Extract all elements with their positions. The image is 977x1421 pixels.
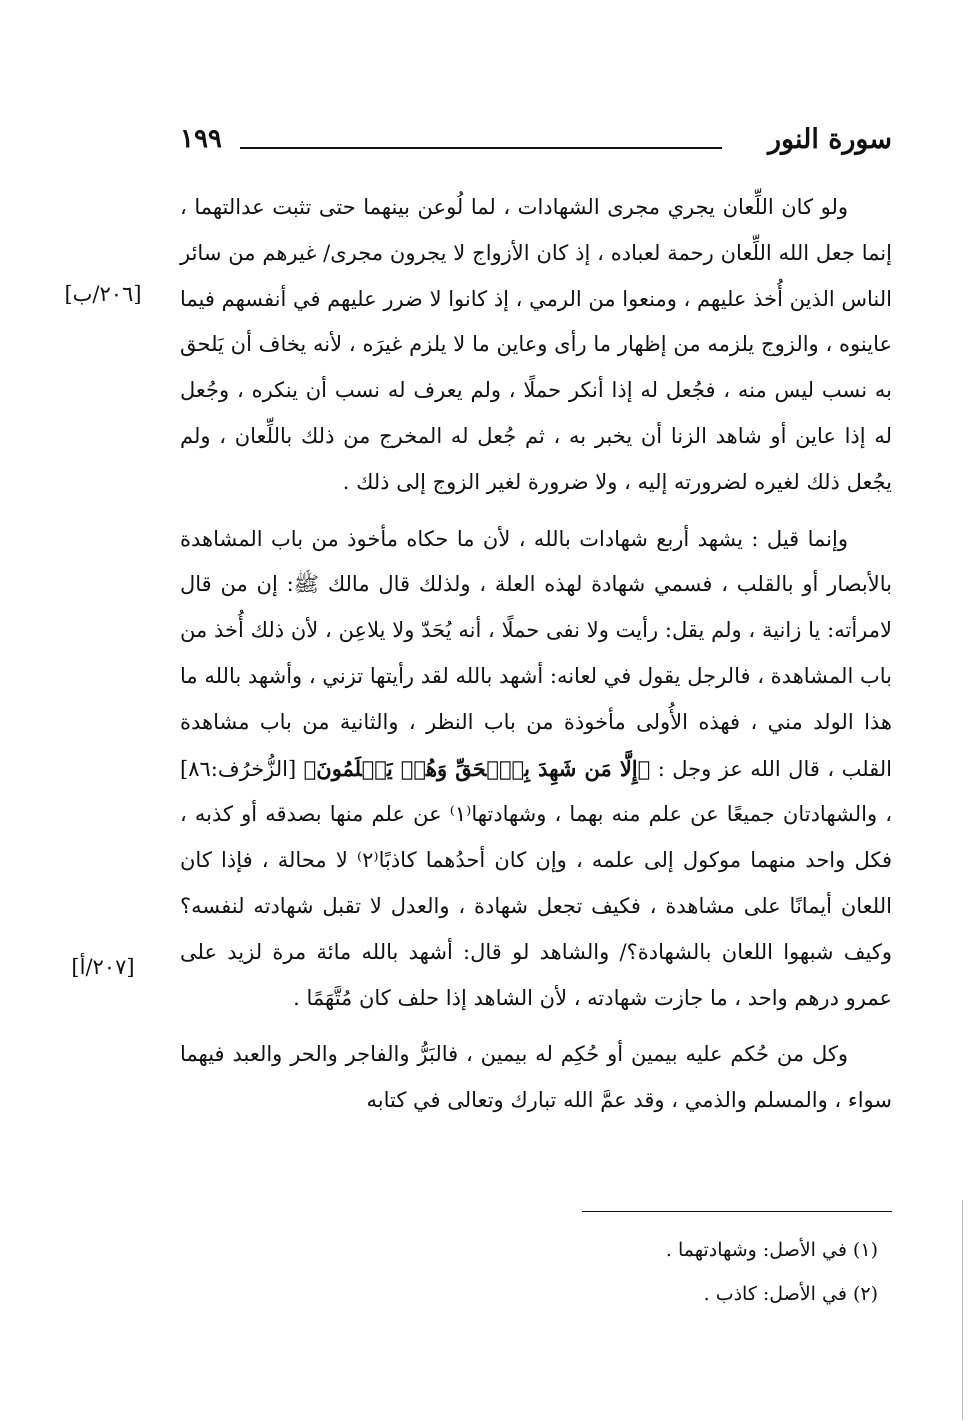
paragraph-text: [الزُّخرُف:٨٦] ، والشهادتان جميعًا عن علم منه بهما ، وشهادتها⁽١⁾ عن علم منها بصدقه أو كذبه ، فكل واحد منهما موكول إلى علمه ، وإن كان أحدُهما كاذبًا⁽٢⁾ لا محالة ، فإذا كان اللعان أيمانًا على مشاهدة ، فكيف تجعل شهادة ، والعدل لا تقبل شهادته لنفسه؟ وكيف شبهوا اللعان بالشهادة؟/ والشاهد لو قال: أشهد بالله مائة مرة لزيد على عمرو درهم واحد ، ما جازت شهادته ، لأن الشاهد إذا حلف كان مُتَّهَمًا .: [180, 756, 893, 1010]
paragraph: وكل من حُكم عليه بيمين أو حُكِم له بيمين ، فالبَرُّ والفاجر والحر والعبد فيهما سواء ، والمسلم والذمي ، وقد عمَّ الله تبارك وتعالى في كتابه: [180, 1042, 892, 1113]
surah-title: سورة النور: [767, 124, 892, 155]
page-number: ١٩٩: [180, 124, 222, 154]
paragraph: [180, 517, 892, 1022]
scan-edge-line: [962, 1200, 963, 1420]
quran-verse: ﴿إِلَّا مَن شَهِدَ بِٱلۡحَقِّ وَهُمۡ يَعۡلَمُونَ﴾: [303, 755, 651, 781]
paragraph: ولو كان اللِّعان يجري مجرى الشهادات ، لما لُوعن بينهما حتى تثبت عدالتهما ، إنما جعل الله اللِّعان رحمة لعباده ، إذ كان الأزواج لا يجرون مجرى/ غيرهم من سائر الناس الذين أُخذ عليهم ، ومنعوا من الرمي ، إذ كانوا لا ضرر عليهم في أنفسهم فيما عاينوه ، والزوج يلزمه من إظهار ما رأى وعاين ما لا يلزم غيرَه ، لأنه يخاف أن يَلحق به نسب ليس منه ، فجُعل له إذا أنكر حملًا ، ولم يعرف له نسب أن ينكره ، وجُعل له إذا عاين أو شاهد الزنا أن يخبر به ، ثم جُعل له المخرج من ذلك باللِّعان ، ولم يجُعل ذلك لغيره لضرورته إليه ، ولا ضرورة لغير الزوج إلى ذلك .: [180, 195, 892, 494]
page-header: [180, 118, 892, 168]
footnote: (٢) في الأصل: كاذب .: [703, 1283, 878, 1305]
header-rule: [240, 147, 722, 149]
margin-reference: [٢٠٧/أ]: [71, 955, 135, 979]
margin-reference: [٢٠٦/ب]: [64, 282, 142, 306]
main-text: [180, 185, 892, 1135]
footnote: (١) في الأصل: وشهادتهما .: [665, 1239, 878, 1261]
paragraph-text: وإنما قيل : يشهد أربع شهادات بالله ، لأن ما حكاه مأخوذ من باب المشاهدة بالأبصار أو بالقلب ، فسمي شهادة لهذه العلة ، ولذلك قال مالك ﷺ: إن من قال لامرأته: يا زانية ، ولم يقل: رأيت ولا نفى حملًا ، أنه يُحَدّ ولا يلاعِن ، لأن ذلك أُخذ من باب المشاهدة ، فالرجل يقول في لعانه: أشهد بالله لقد رأيتها تزني ، وأشهد بالله ما هذا الولد مني ، فهذه الأُولى مأخوذة من باب النظر ، والثانية من باب مشاهدة القلب ، قال الله عز وجل :: [180, 526, 892, 781]
footnote-separator: [582, 1211, 892, 1212]
footnotes: [180, 1228, 892, 1316]
